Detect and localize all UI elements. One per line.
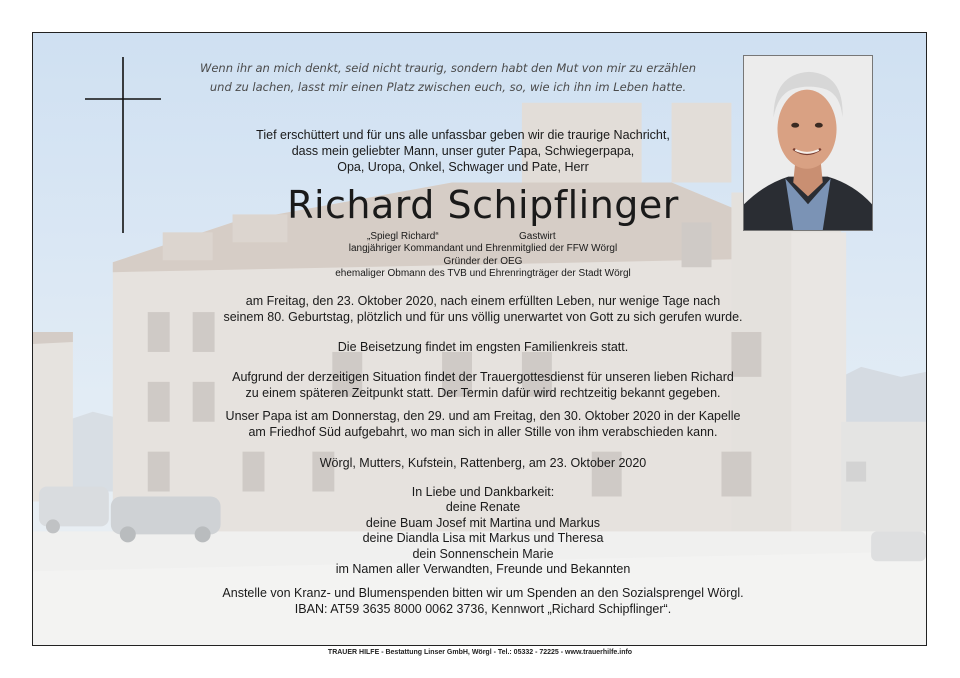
death-line-1: am Freitag, den 23. Oktober 2020, nach einem erfüllten Leben, nur wenige Tage nach (245, 294, 721, 308)
burial-notice (143, 339, 823, 355)
publisher-footer: TRAUER HILFE - Bestattung Linser GmbH, Wörgl - Tel.: 05332 - 72225 - www.trauerhilfe.info (327, 649, 633, 656)
viewing-line-1: Unser Papa ist am Donnerstag, den 29. und am Freitag, den 30. Oktober 2020 in der Kapelle (225, 409, 741, 423)
quote-line-2: und zu lachen, lasst mir einen Platz zwischen euch, so, wie ich ihn im Leben hatte. (209, 80, 687, 94)
memorial-quote (183, 59, 713, 97)
viewing-line-2: am Friedhof Süd aufgebahrt, wo man sich in aller Stille von ihm verabschieden kann. (248, 425, 718, 439)
mourners-heading: In Liebe und Dankbarkeit: (411, 485, 555, 499)
place-date: Wörgl, Mutters, Kufstein, Rattenberg, am 23. Oktober 2020 (319, 456, 647, 470)
mourner-line: deine Renate (445, 500, 521, 515)
honor-item: langjähriger Kommandant und Ehrenmitglied der FFW Wörgl (348, 243, 618, 254)
mourner-line: deine Diandla Lisa mit Markus und Theresa (362, 531, 604, 546)
mourner-line: deine Buam Josef mit Martina und Markus (365, 515, 601, 530)
mourner-line: im Namen aller Verwandten, Freunde und Bekannten (335, 562, 631, 577)
burial-line: Die Beisetzung findet im engsten Familienkreis statt. (337, 340, 629, 354)
intro-line-3: Opa, Uropa, Onkel, Schwager und Pate, Herr (337, 160, 589, 174)
obituary-frame (32, 32, 927, 646)
profession: Gastwirt (519, 231, 556, 242)
honor-item: ehemaliger Obmann des TVB und Ehrenringträger der Stadt Wörgl (335, 268, 631, 279)
cross-icon (83, 57, 163, 233)
death-notice (143, 293, 823, 325)
honors-list (233, 243, 733, 281)
deceased-name: Richard Schipflinger (287, 183, 679, 227)
viewing-notice (143, 408, 823, 440)
service-line-2: zu einem späteren Zeitpunkt statt. Der Termin dafür wird rechtzeitig bekannt gegeben. (245, 386, 721, 400)
death-line-2: seinem 80. Geburtstag, plötzlich und für uns völlig unerwartet von Gott zu sich gerufen wurde. (223, 310, 743, 324)
service-line-1: Aufgrund der derzeitigen Situation findet der Trauergottesdienst für unseren lieben Richard (232, 370, 734, 384)
nickname: „Spiegl Richard“ (367, 231, 439, 242)
intro-line-2: dass mein geliebter Mann, unser guter Papa, Schwiegerpapa, (291, 144, 635, 158)
service-notice (143, 369, 823, 401)
quote-line-1: Wenn ihr an mich denkt, seid nicht traurig, sondern habt den Mut von mir zu erzählen (199, 61, 697, 75)
announcement-intro (193, 127, 733, 175)
honor-item: Gründer der OEG (443, 255, 523, 267)
mourner-line: dein Sonnenschein Marie (412, 546, 554, 561)
donation-line-1: Anstelle von Kranz- und Blumenspenden bitten wir um Spenden an den Sozialsprengel Wörgl. (222, 586, 744, 600)
donation-notice (143, 585, 823, 617)
donation-line-2: IBAN: AT59 3635 8000 0062 3736, Kennwort „Richard Schipflinger“. (294, 602, 672, 616)
mourners-signature (243, 485, 723, 577)
intro-line-1: Tief erschüttert und für uns alle unfassbar geben wir die traurige Nachricht, (256, 128, 670, 142)
